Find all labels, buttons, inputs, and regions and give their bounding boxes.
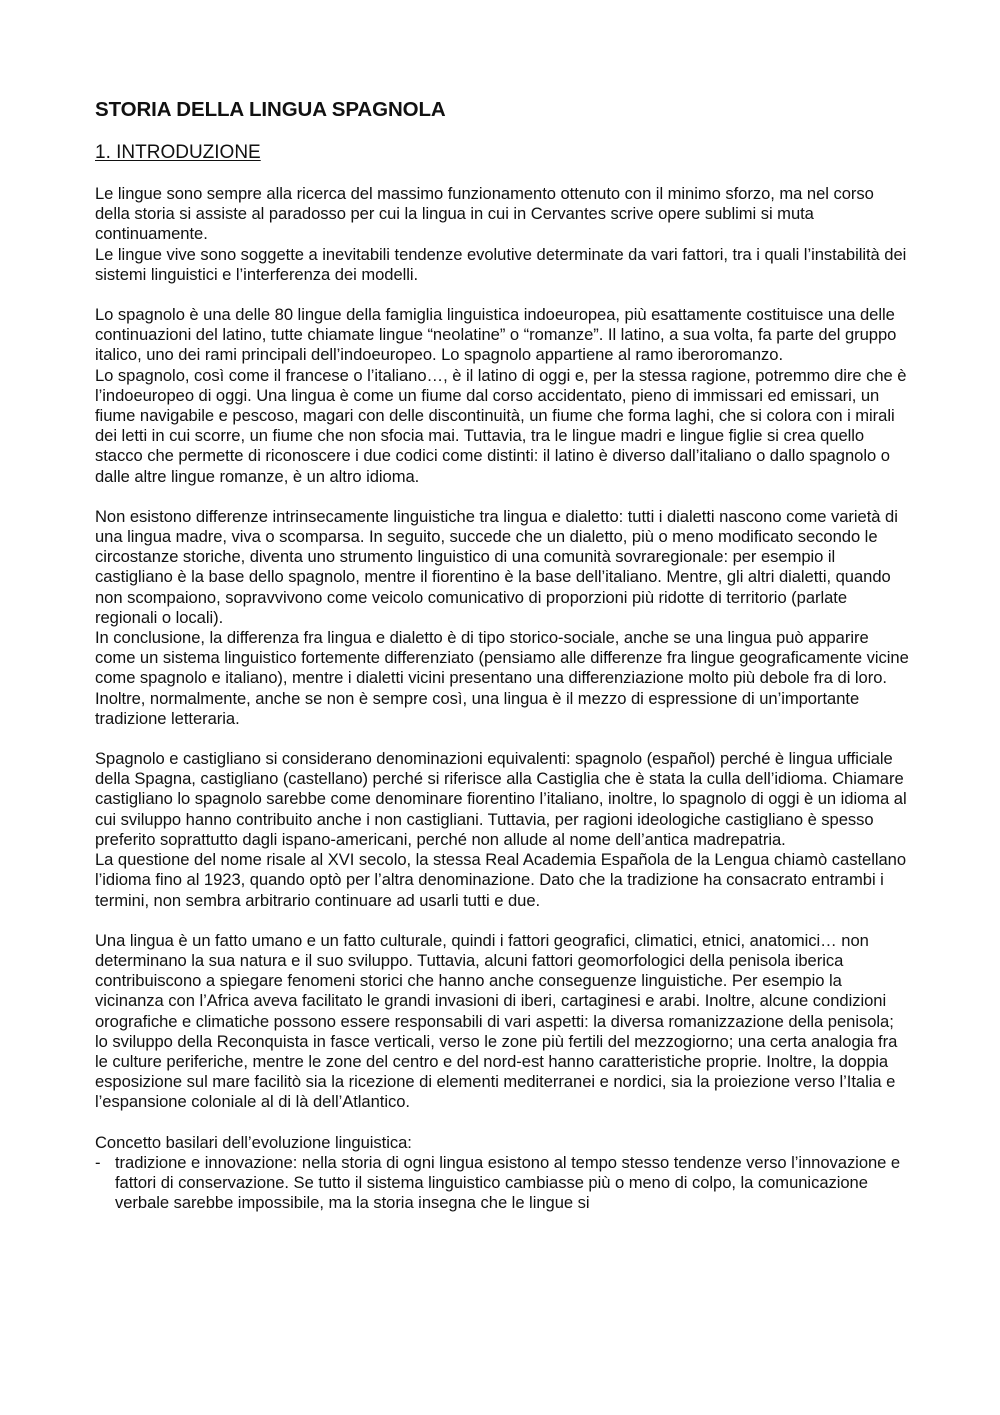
concept-list [95, 1153, 910, 1214]
section-heading: 1. INTRODUZIONE [95, 142, 261, 163]
paragraph-block [95, 184, 910, 285]
paragraph: Le lingue sono sempre alla ricerca del massimo funzionamento ottenuto con il minimo sforzo, ma nel corso della storia si assiste al paradosso per cui la lingua in cui in Cervantes scrive opere sublimi si muta continuamente. [95, 184, 874, 244]
paragraph: Lo spagnolo è una delle 80 lingue della famiglia linguistica indoeuropea, più esattamente costituisce una delle continuazioni del latino, tutte chiamate lingue “neolatine” o “romanze”. Il latino, a sua volta, fa parte del gruppo italico, uno dei rami principali dell’indoeuropeo. Lo spagnolo appartiene al ramo iberoromanzo. [95, 305, 897, 365]
paragraph: Le lingue vive sono soggette a inevitabili tendenze evolutive determinate da vari fattori, tra i quali l’instabilità dei sistemi linguistici e l’interferenza dei modelli. [95, 244, 907, 284]
paragraph: Lo spagnolo, così come il francese o l’italiano…, è il latino di oggi e, per la stessa ragione, potremmo dire che è l’indoeuropeo di oggi. Una lingua è come un fiume dal corso accidentato, pieno di immissari ed emissari, un fiume navigabile e pescoso, magari con delle discontinuità, un fiume che forma laghi, che si colora con i mirali dei letti in cui scorre, un fiume che non sfocia mai. Tuttavia, tra le lingue madri e lingue figlie si crea quello stacco che permette di riconoscere i due codici come distinti: il latino è diverso dall’italiano o dallo spagnolo o dalle altre lingue romanze, è un altro idioma. [95, 365, 907, 486]
document-page [95, 96, 910, 1213]
paragraph-block [95, 305, 910, 487]
paragraph: Una lingua è un fatto umano e un fatto culturale, quindi i fattori geografici, climatici, etnici, anatomici… non determinano la sua natura e il suo sviluppo. Tuttavia, alcuni fattori geomorfologici della penisola iberica contribuiscono a spiegare fenomeni storici che hanno anche conseguenze linguistiche. Per esempio la vicinanza con l’Africa aveva facilitato le grandi invasioni di iberi, cartaginesi e arabi. Inoltre, alcune condizioni orografiche e climatiche possono essere responsabili di vari aspetti: la diversa romanizzazione della penisola; lo sviluppo della Reconquista in fasce verticali, verso le zone più fertili del mezzogiorno; una certa analogia fra le culture periferiche, mentre le zone del centro e del nord-est hanno caratteristiche proprie. Inoltre, la doppia esposizione sul mare facilitò sia la ricezione di elementi mediterranei e nordici, sia la proiezione verso l’Italia e l’espansione coloniale al di là dell’Atlantico. [95, 930, 898, 1112]
list-intro: Concetto basilari dell’evoluzione linguistica: [95, 1132, 412, 1152]
paragraph-block [95, 931, 910, 1113]
paragraph: La questione del nome risale al XVI secolo, la stessa Real Academia Española de la Lengua chiamò castellano l’idioma fino al 1923, quando optò per l’altra denominazione. Dato che la tradizione ha consacrato entrambi i termini, non sembra arbitrario continuare ad usarli tutti e due. [95, 850, 907, 910]
paragraph-block [95, 507, 910, 729]
paragraph: Spagnolo e castigliano si considerano denominazioni equivalenti: spagnolo (español) perché è lingua ufficiale della Spagna, castigliano (castellano) perché si riferisce alla Castiglia che è stata la culla dell’idioma. Chiamare castigliano lo spagnolo sarebbe come denominare fiorentino l’italiano, inoltre, lo spagnolo di oggi è un idioma al cui sviluppo hanno contribuito anche i non castigliani. Tuttavia, per ragioni ideologiche castigliano è spesso preferito soprattutto dagli ispano-americani, perché non allude al nome dell’antica madrepatria. [95, 749, 907, 849]
paragraph: Non esistono differenze intrinsecamente linguistiche tra lingua e dialetto: tutti i dialetti nascono come varietà di una lingua madre, viva o scomparsa. In seguito, succede che un dialetto, più o meno modificato secondo le circostanze storiche, diventa uno strumento linguistico di una comunità sovraregionale: per esempio il castigliano è la base dello spagnolo, mentre il fiorentino è la base dell’italiano. Mentre, gli altri dialetti, quando non scompaiono, sopravvivono come veicolo comunicativo di proporzioni più ridotte di territorio (parlate regionali o locali). [95, 506, 898, 627]
paragraph-block [95, 749, 910, 911]
list-item [95, 1153, 910, 1214]
document-title: STORIA DELLA LINGUA SPAGNOLA [95, 98, 446, 121]
bullet-dash-icon: - [95, 1152, 101, 1172]
list-item-text: tradizione e innovazione: nella storia di ogni lingua esistono al tempo stesso tendenze verso l’innovazione e fattori di conservazione. Se tutto il sistema linguistico cambiasse più o meno di colpo, la comunicazione verbale sarebbe impossibile, ma la storia insegna che le lingue si [115, 1152, 901, 1213]
list-block [95, 1133, 910, 1214]
paragraph: In conclusione, la differenza fra lingua e dialetto è di tipo storico-sociale, anche se una lingua può apparire come un sistema linguistico fortemente differenziato (pensiamo alle differenze fra lingue geograficamente vicine come spagnolo e italiano), mentre i dialetti vicini presentano una differenziazione molto più debole fra di loro. Inoltre, normalmente, anche se non è sempre così, una lingua è il mezzo di espressione di un’importante tradizione letteraria. [95, 628, 909, 728]
